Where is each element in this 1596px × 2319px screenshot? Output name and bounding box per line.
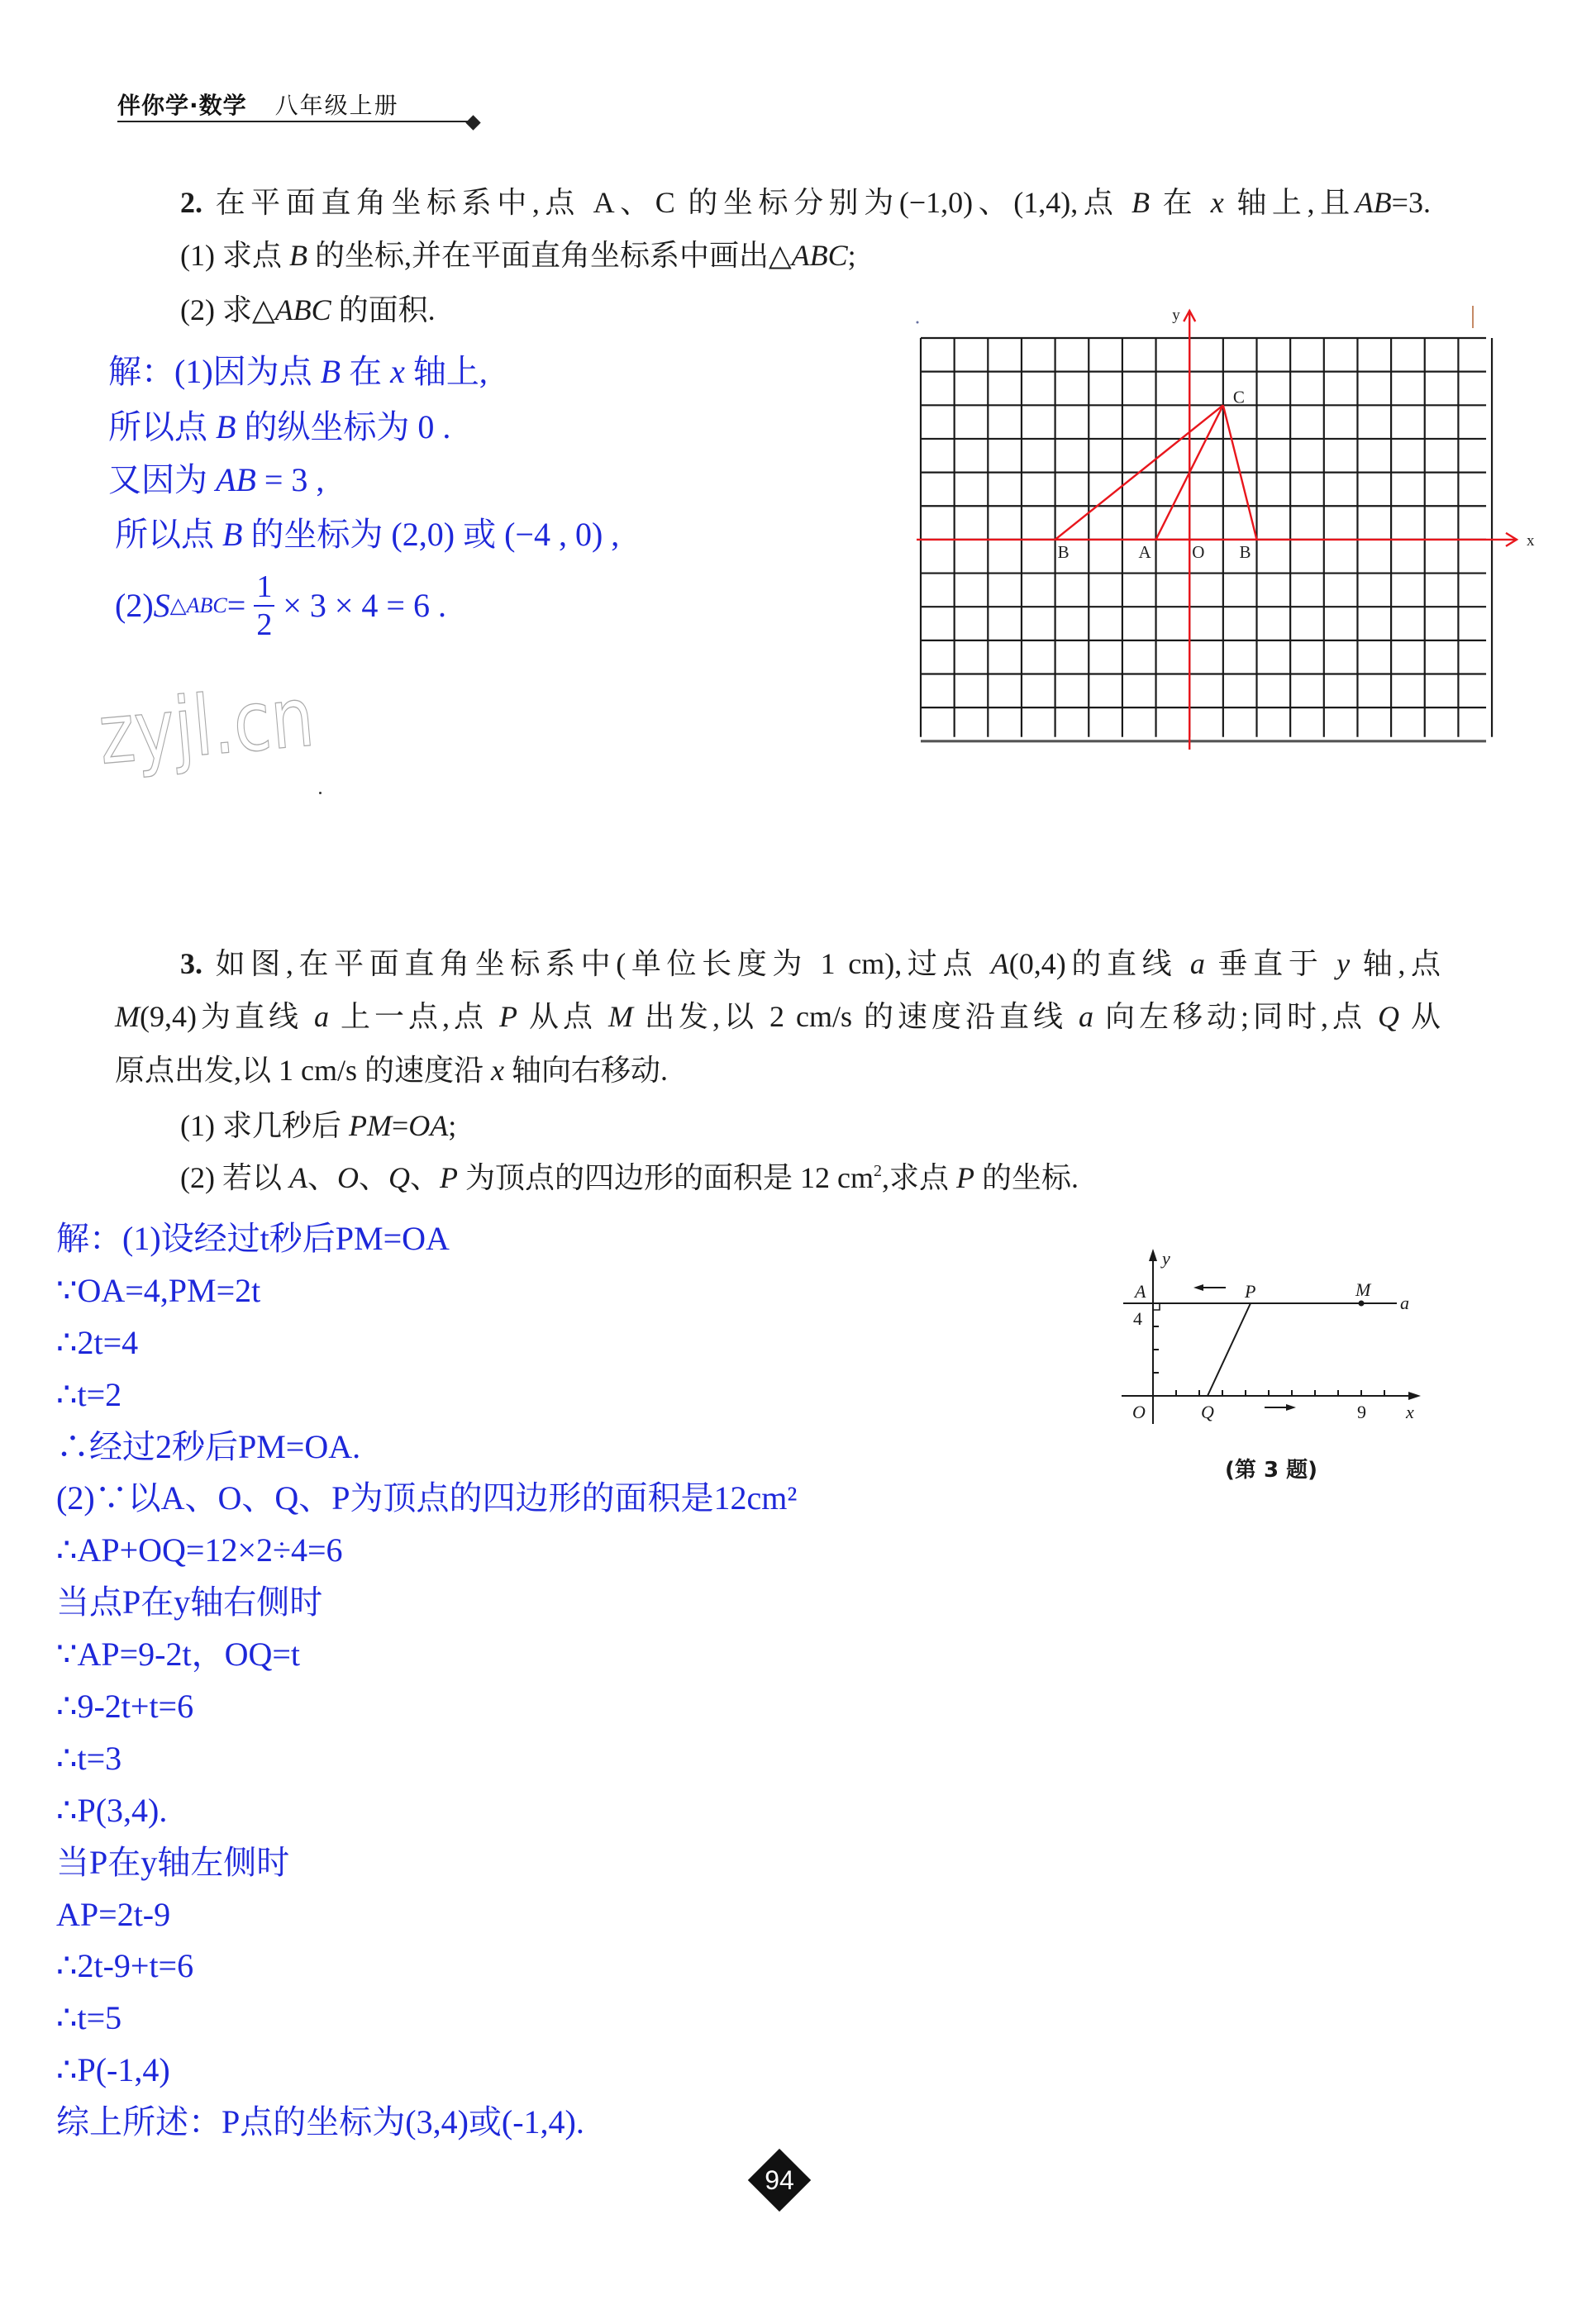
solution-area-formula: (2) S △ABC = $\frac{1}{2}$ × 3 × 4 = 6 .	[115, 569, 446, 642]
math-variable: a	[1189, 947, 1205, 980]
scan-dot	[917, 321, 919, 324]
math-variable: A	[990, 947, 1009, 980]
solution-line: ∴经过2秒后PM=OA.	[56, 1427, 361, 1465]
fraction-numerator: 1	[254, 571, 274, 607]
math-variable: M	[607, 1000, 633, 1033]
math-variable: B	[320, 353, 341, 390]
problem-3-part-2: (2) 若以 A、O、Q、P 为顶点的四边形的面积是 12 $cm^2$,求点 P 的坐标.	[180, 1161, 1079, 1194]
label-m-point: M	[1355, 1279, 1371, 1300]
problem-3-part-1: (1) 求几秒后 PM=OA;	[180, 1109, 457, 1142]
math-variable: ABC	[791, 239, 848, 272]
math-variable: B	[216, 408, 236, 445]
solution-line: ∴P(-1,4)	[56, 2051, 170, 2089]
solution-line: ∴P(3,4).	[56, 1791, 168, 1829]
solution-line: ∴2t=4	[56, 1323, 139, 1361]
arrow-left-icon	[1193, 1284, 1203, 1291]
point-m-dot	[1359, 1301, 1365, 1307]
problem-2-part-1: (1) 求点 B 的坐标,并在平面直角坐标系中画出△ABC;	[180, 239, 856, 272]
fraction-denominator: 2	[256, 607, 273, 642]
math-variable: x	[491, 1054, 504, 1087]
point-label-a: A	[1138, 541, 1151, 562]
math-variable: O	[337, 1161, 359, 1194]
math-variable: a	[1078, 1000, 1093, 1033]
math-variable: Q	[388, 1161, 411, 1194]
solution-conclusion: 综上所述：P点的坐标为(3,4)或(-1,4).	[56, 2103, 584, 2141]
problem-2-part-2: (2) 求△ABC 的面积.	[180, 293, 436, 326]
watermark: zyjl.cn	[94, 668, 318, 783]
math-variable: A	[288, 1161, 307, 1194]
y-axis-ticks	[1153, 1326, 1159, 1373]
solution-line: 又因为 AB = 3 ,	[108, 461, 325, 498]
solution-line: ∵AP=9-2t，OQ=t	[56, 1636, 301, 1674]
solution-line: 当点P在y轴右侧时	[56, 1583, 323, 1621]
math-variable: P	[440, 1161, 459, 1194]
label-origin: O	[1132, 1402, 1146, 1422]
solution-line: 解：(1)因为点 B 在 x 轴上,	[108, 353, 488, 390]
point-label-o: O	[1192, 541, 1205, 562]
solution-line: ∴2t-9+t=6	[56, 1947, 194, 1985]
book-series-title: 伴你学·数学	[117, 92, 247, 119]
solution-line: ∴t=3	[56, 1739, 122, 1777]
solution-line: ∴t=5	[56, 1999, 122, 2037]
math-variable: B	[1131, 186, 1151, 219]
label-y-value-4: 4	[1133, 1308, 1142, 1329]
problem-3-solution	[56, 1213, 797, 2149]
y-axis-label: y	[1172, 307, 1180, 324]
diamond-icon	[465, 115, 480, 130]
label-q-point: Q	[1201, 1402, 1214, 1422]
math-variable: a	[313, 1000, 329, 1033]
y-axis-arrow-icon	[1149, 1249, 1157, 1261]
math-variable: y	[1336, 947, 1351, 980]
book-grade-volume: 八年级上册	[274, 92, 399, 119]
scan-speck	[319, 792, 322, 794]
problem-3-statement-line: 原点出发,以 1 cm/s 的速度沿 x 轴向右移动.	[115, 1054, 668, 1087]
x-axis-arrow-icon	[1408, 1392, 1421, 1400]
problem-2-statement-line: 2. 在平面直角坐标系中,点 A、C 的坐标分别为(−1,0)、(1,4),点 B 在 x 轴上,且AB=3.	[180, 186, 1431, 219]
solution-line: 所以点 B 的坐标为 (2,0) 或 (−4 , 0) ,	[115, 516, 620, 553]
math-variable: P	[956, 1161, 975, 1194]
solution-line: AP=2t-9	[56, 1895, 171, 1933]
point-label-c: C	[1232, 387, 1245, 407]
math-variable: ABC	[274, 293, 331, 326]
label-y-axis: y	[1162, 1248, 1170, 1269]
math-variable: x	[1210, 186, 1224, 219]
math-variable: Q	[1377, 1000, 1399, 1033]
segment-pq	[1208, 1303, 1251, 1396]
figure-caption: (第 3 题)	[1225, 1458, 1317, 1483]
solution-line: 当P在y轴左侧时	[56, 1843, 290, 1881]
solution-line: ∴t=2	[56, 1375, 122, 1413]
page-header	[117, 89, 399, 122]
problem-3-statement-line: 3. 如图,在平面直角坐标系中(单位长度为 1 cm),过点 A(0,4)的直线 a 垂直于 y 轴,点	[180, 947, 1441, 980]
math-variable: x	[390, 353, 405, 390]
math-variable: B	[222, 516, 243, 553]
arrow-right-icon	[1286, 1404, 1296, 1411]
problem-number: 2.	[180, 186, 202, 219]
math-variable: PM	[348, 1109, 392, 1142]
label-x-value-9: 9	[1357, 1402, 1366, 1422]
math-variable: P	[498, 1000, 517, 1033]
solution-line: (2)∵以A、O、Q、P为顶点的四边形的面积是12cm²	[56, 1479, 798, 1517]
problem-2-coordinate-grid-figure	[901, 298, 1546, 760]
solution-line: ∵OA=4,PM=2t	[56, 1271, 261, 1309]
point-label-b1: B	[1057, 541, 1070, 562]
solution-line: 解：(1)设经过t秒后PM=OA	[56, 1220, 450, 1257]
problem-number: 3.	[180, 947, 202, 980]
right-angle-mark	[1153, 1303, 1160, 1310]
problem-3-figure	[1108, 1231, 1438, 1496]
page-number: 94	[765, 2165, 794, 2195]
math-variable: AB	[1355, 186, 1392, 219]
math-variable: S	[153, 587, 170, 624]
point-label-b2: B	[1239, 541, 1251, 562]
label-line-a: a	[1400, 1293, 1409, 1313]
problem-3-diagram	[1108, 1231, 1438, 1496]
solution-line: ∴AP+OQ=12×2÷4=6	[56, 1531, 343, 1569]
coordinate-grid-svg	[901, 298, 1546, 760]
label-p-point: P	[1245, 1281, 1256, 1302]
superscript: 2	[874, 1162, 883, 1180]
header-rule	[117, 121, 469, 122]
solution-line: 所以点 B 的纵坐标为 0 .	[108, 408, 451, 445]
solution-line: ∴9-2t+t=6	[56, 1688, 194, 1726]
math-variable: OA	[408, 1109, 449, 1142]
math-variable: M	[115, 1000, 140, 1033]
x-axis-label: x	[1527, 531, 1535, 550]
label-a-point: A	[1135, 1281, 1146, 1302]
label-x-axis: x	[1406, 1402, 1414, 1422]
math-variable: AB	[216, 461, 256, 498]
fraction	[254, 571, 274, 640]
problem-3-statement-line: M(9,4)为直线 a 上一点,点 P 从点 M 出发,以 2 cm/s 的速度沿直线 a 向左移动;同时,点 Q 从	[115, 1000, 1441, 1033]
math-variable: B	[288, 239, 307, 272]
